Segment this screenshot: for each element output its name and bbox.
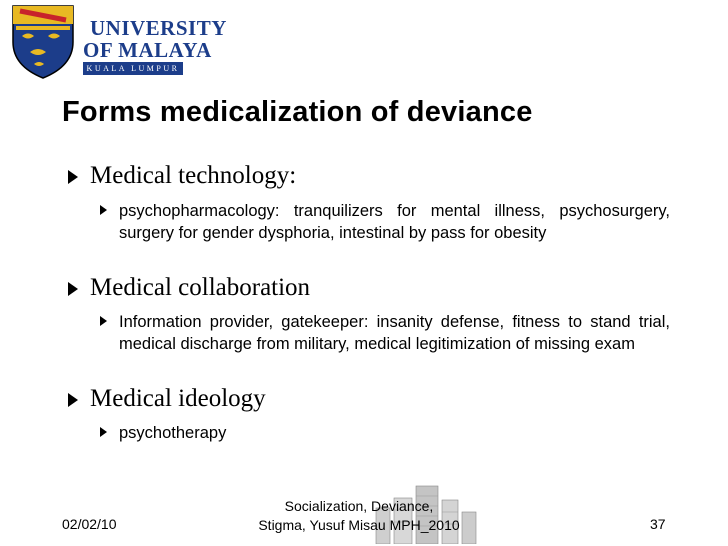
footer-center-line1: Socialization, Deviance,	[284, 498, 434, 514]
slide-title: Forms medicalization of deviance	[62, 96, 533, 128]
bullet-heading: Medical technology:	[90, 162, 297, 189]
bullet-heading: Medical ideology	[90, 385, 266, 412]
bullet-heading: Medical collaboration	[90, 274, 311, 301]
sub-bullet-text: psychopharmacology: tranquilizers for mental illness, psychosurgery, surgery for gender dysphoria, intestinal by pass for obesity	[119, 202, 670, 242]
bullet-icon	[68, 282, 78, 296]
footer-center-text	[244, 497, 474, 535]
sub-bullet-item	[100, 311, 670, 355]
university-logo	[8, 2, 227, 84]
sub-bullet-text: psychotherapy	[119, 424, 227, 442]
logo-text-line3: KUALA LUMPUR	[83, 62, 183, 75]
sub-bullet-icon	[100, 205, 107, 215]
logo-text-line1: UNIVERSITY	[90, 16, 227, 40]
footer-page-number: 37	[650, 516, 666, 532]
sub-bullet-item	[100, 422, 670, 444]
sub-bullet-icon	[100, 316, 107, 326]
footer-date: 02/02/10	[62, 516, 117, 532]
sub-bullet-text: Information provider, gatekeeper: insanity defense, fitness to stand trial, medical discharge from military, medical legitimization of missing exam	[119, 313, 670, 353]
sub-bullet-item	[100, 200, 670, 244]
crest-icon	[8, 2, 78, 80]
sub-bullet-icon	[100, 427, 107, 437]
footer-center-line2: Stigma, Yusuf Misau MPH_2010	[258, 517, 460, 533]
bullet-icon	[68, 170, 78, 184]
logo-text-line2: OF MALAYA	[83, 38, 212, 62]
bullet-icon	[68, 393, 78, 407]
